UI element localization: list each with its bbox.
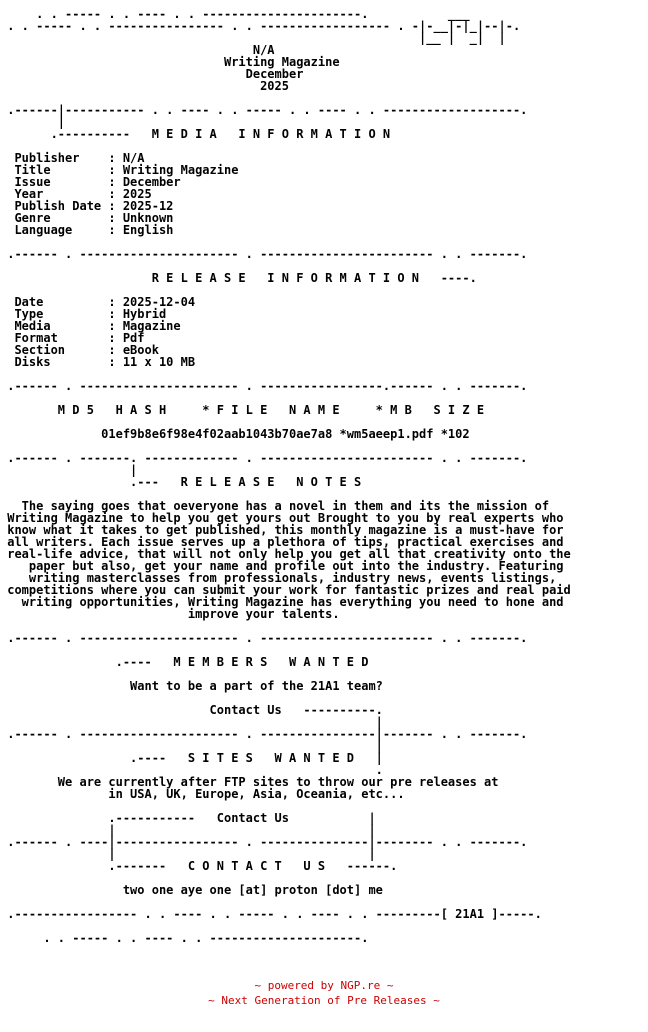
- nfo-line: .------ . ---------------------- . ------------------------ . . -------.: [0, 631, 528, 645]
- nfo-line: M D 5 H A S H * F I L E N A M E * M B S I Z E: [0, 403, 485, 417]
- nfo-line: .------|----------- . . ---- . . ----- . . ---- . . -------------------.: [0, 103, 528, 117]
- nfo-line: |: [0, 463, 138, 477]
- nfo-line: improve your talents.: [0, 607, 340, 621]
- nfo-line: . . ----- . . ---- . . ---------------------.: [0, 931, 369, 945]
- nfo-line: .: [0, 763, 383, 777]
- nfo-line: 2025: [0, 79, 289, 93]
- nfo-line: . . ----- . . ---------------- . . ------------------ . -|-__|-|_|--|-.: [0, 19, 521, 33]
- nfo-line: N/A: [0, 43, 275, 57]
- nfo-line: R E L E A S E I N F O R M A T I O N ----.: [0, 271, 477, 285]
- nfo-line: .------ . ----|----------------- . ---------------|-------- . . -------.: [0, 835, 528, 849]
- nfo-line: Format : Pdf: [0, 331, 145, 345]
- nfo-line: .----------- Contact Us |: [0, 811, 376, 825]
- nfo-line: Want to be a part of the 21A1 team?: [0, 679, 383, 693]
- nfo-line: |: [0, 115, 66, 129]
- nfo-line: Writing Magazine: [0, 55, 340, 69]
- nfo-line: Genre : Unknown: [0, 211, 174, 225]
- nfo-line: .------ . ---------------------- . ------------------------ . . -------.: [0, 247, 528, 261]
- nfo-line: Publisher : N/A: [0, 151, 145, 165]
- nfo-line: .------ . -------. ------------- . ------------------------ . . -------.: [0, 451, 528, 465]
- nfo-line: |__ | _| |: [0, 31, 528, 45]
- nfo-line: Issue : December: [0, 175, 181, 189]
- nfo-line: Year : 2025: [0, 187, 152, 201]
- nfo-line: .---- S I T E S W A N T E D |: [0, 751, 383, 765]
- nfo-line: | |: [0, 847, 376, 861]
- nfo-line: competitions where you can submit your work for fantastic prizes and real paid: [0, 583, 571, 597]
- nfo-line: Language : English: [0, 223, 174, 237]
- nfo-line: Section : eBook: [0, 343, 159, 357]
- nfo-line: writing masterclasses from professionals, industry news, events listings,: [0, 571, 557, 585]
- nfo-line: Media : Magazine: [0, 319, 181, 333]
- nfo-line: .----------------- . . ---- . . ----- . . ---- . . ---------[ 21A1 ]-----.: [0, 907, 542, 921]
- footer-powered-by: ~ powered by NGP.re ~: [254, 979, 394, 992]
- nfo-line: 01ef9b8e6f98e4f02aab1043b70ae7a8 *wm5aeep1.pdf *102: [0, 427, 470, 441]
- nfo-line: writing opportunities, Writing Magazine has everything you need to hone and: [0, 595, 564, 609]
- nfo-line: |: [0, 715, 383, 729]
- nfo-line: .---------- M E D I A I N F O R M A T I O N: [0, 127, 391, 141]
- nfo-line: Contact Us ----------.: [0, 703, 383, 717]
- nfo-line: in USA, UK, Europe, Asia, Oceania, etc...: [0, 787, 405, 801]
- nfo-line: The saying goes that oeveryone has a novel in them and its the mission of: [0, 499, 550, 513]
- nfo-line: know what it takes to get published, this monthly magazine is a must-have for: [0, 523, 564, 537]
- footer-tagline: ~ Next Generation of Pre Releases ~: [208, 994, 440, 1007]
- nfo-line: Type : Hybrid: [0, 307, 167, 321]
- nfo-line: Date : 2025-12-04: [0, 295, 196, 309]
- nfo-line: .------ . ---------------------- . -----------------.------ . . -------.: [0, 379, 528, 393]
- nfo-line: [0, 956, 648, 968]
- nfo-line: .------ . ---------------------- . ----------------|------- . . -------.: [0, 727, 528, 741]
- nfo-line: Publish Date : 2025-12: [0, 199, 174, 213]
- nfo-line: Title : Writing Magazine: [0, 163, 239, 177]
- nfo-text: [0, 8, 648, 980]
- nfo-line: real-life advice, that will not only help you get all that creativity onto the: [0, 547, 571, 561]
- nfo-line: paper but also, get your name and profile out into the industry. Featuring: [0, 559, 564, 573]
- nfo-line: all writers. Each issue serves up a plethora of tips, practical exercises and: [0, 535, 564, 549]
- nfo-line: We are currently after FTP sites to throw our pre releases at: [0, 775, 499, 789]
- nfo-line: .--- R E L E A S E N O T E S: [0, 475, 362, 489]
- nfo-line: December: [0, 67, 304, 81]
- nfo-line: | |: [0, 823, 376, 837]
- nfo-line: . . ----- . . ---- . . ----------------------. ___: [0, 7, 492, 21]
- nfo-line: two one aye one [at] proton [dot] me: [0, 883, 383, 897]
- nfo-line: Writing Magazine to help you get yours out Brought to you by real experts who: [0, 511, 564, 525]
- nfo-line: .------- C O N T A C T U S ------.: [0, 859, 398, 873]
- nfo-line: |: [0, 739, 383, 753]
- nfo-line: Disks : 11 x 10 MB: [0, 355, 196, 369]
- nfo-line: [0, 944, 648, 956]
- nfo-line: .---- M E M B E R S W A N T E D: [0, 655, 369, 669]
